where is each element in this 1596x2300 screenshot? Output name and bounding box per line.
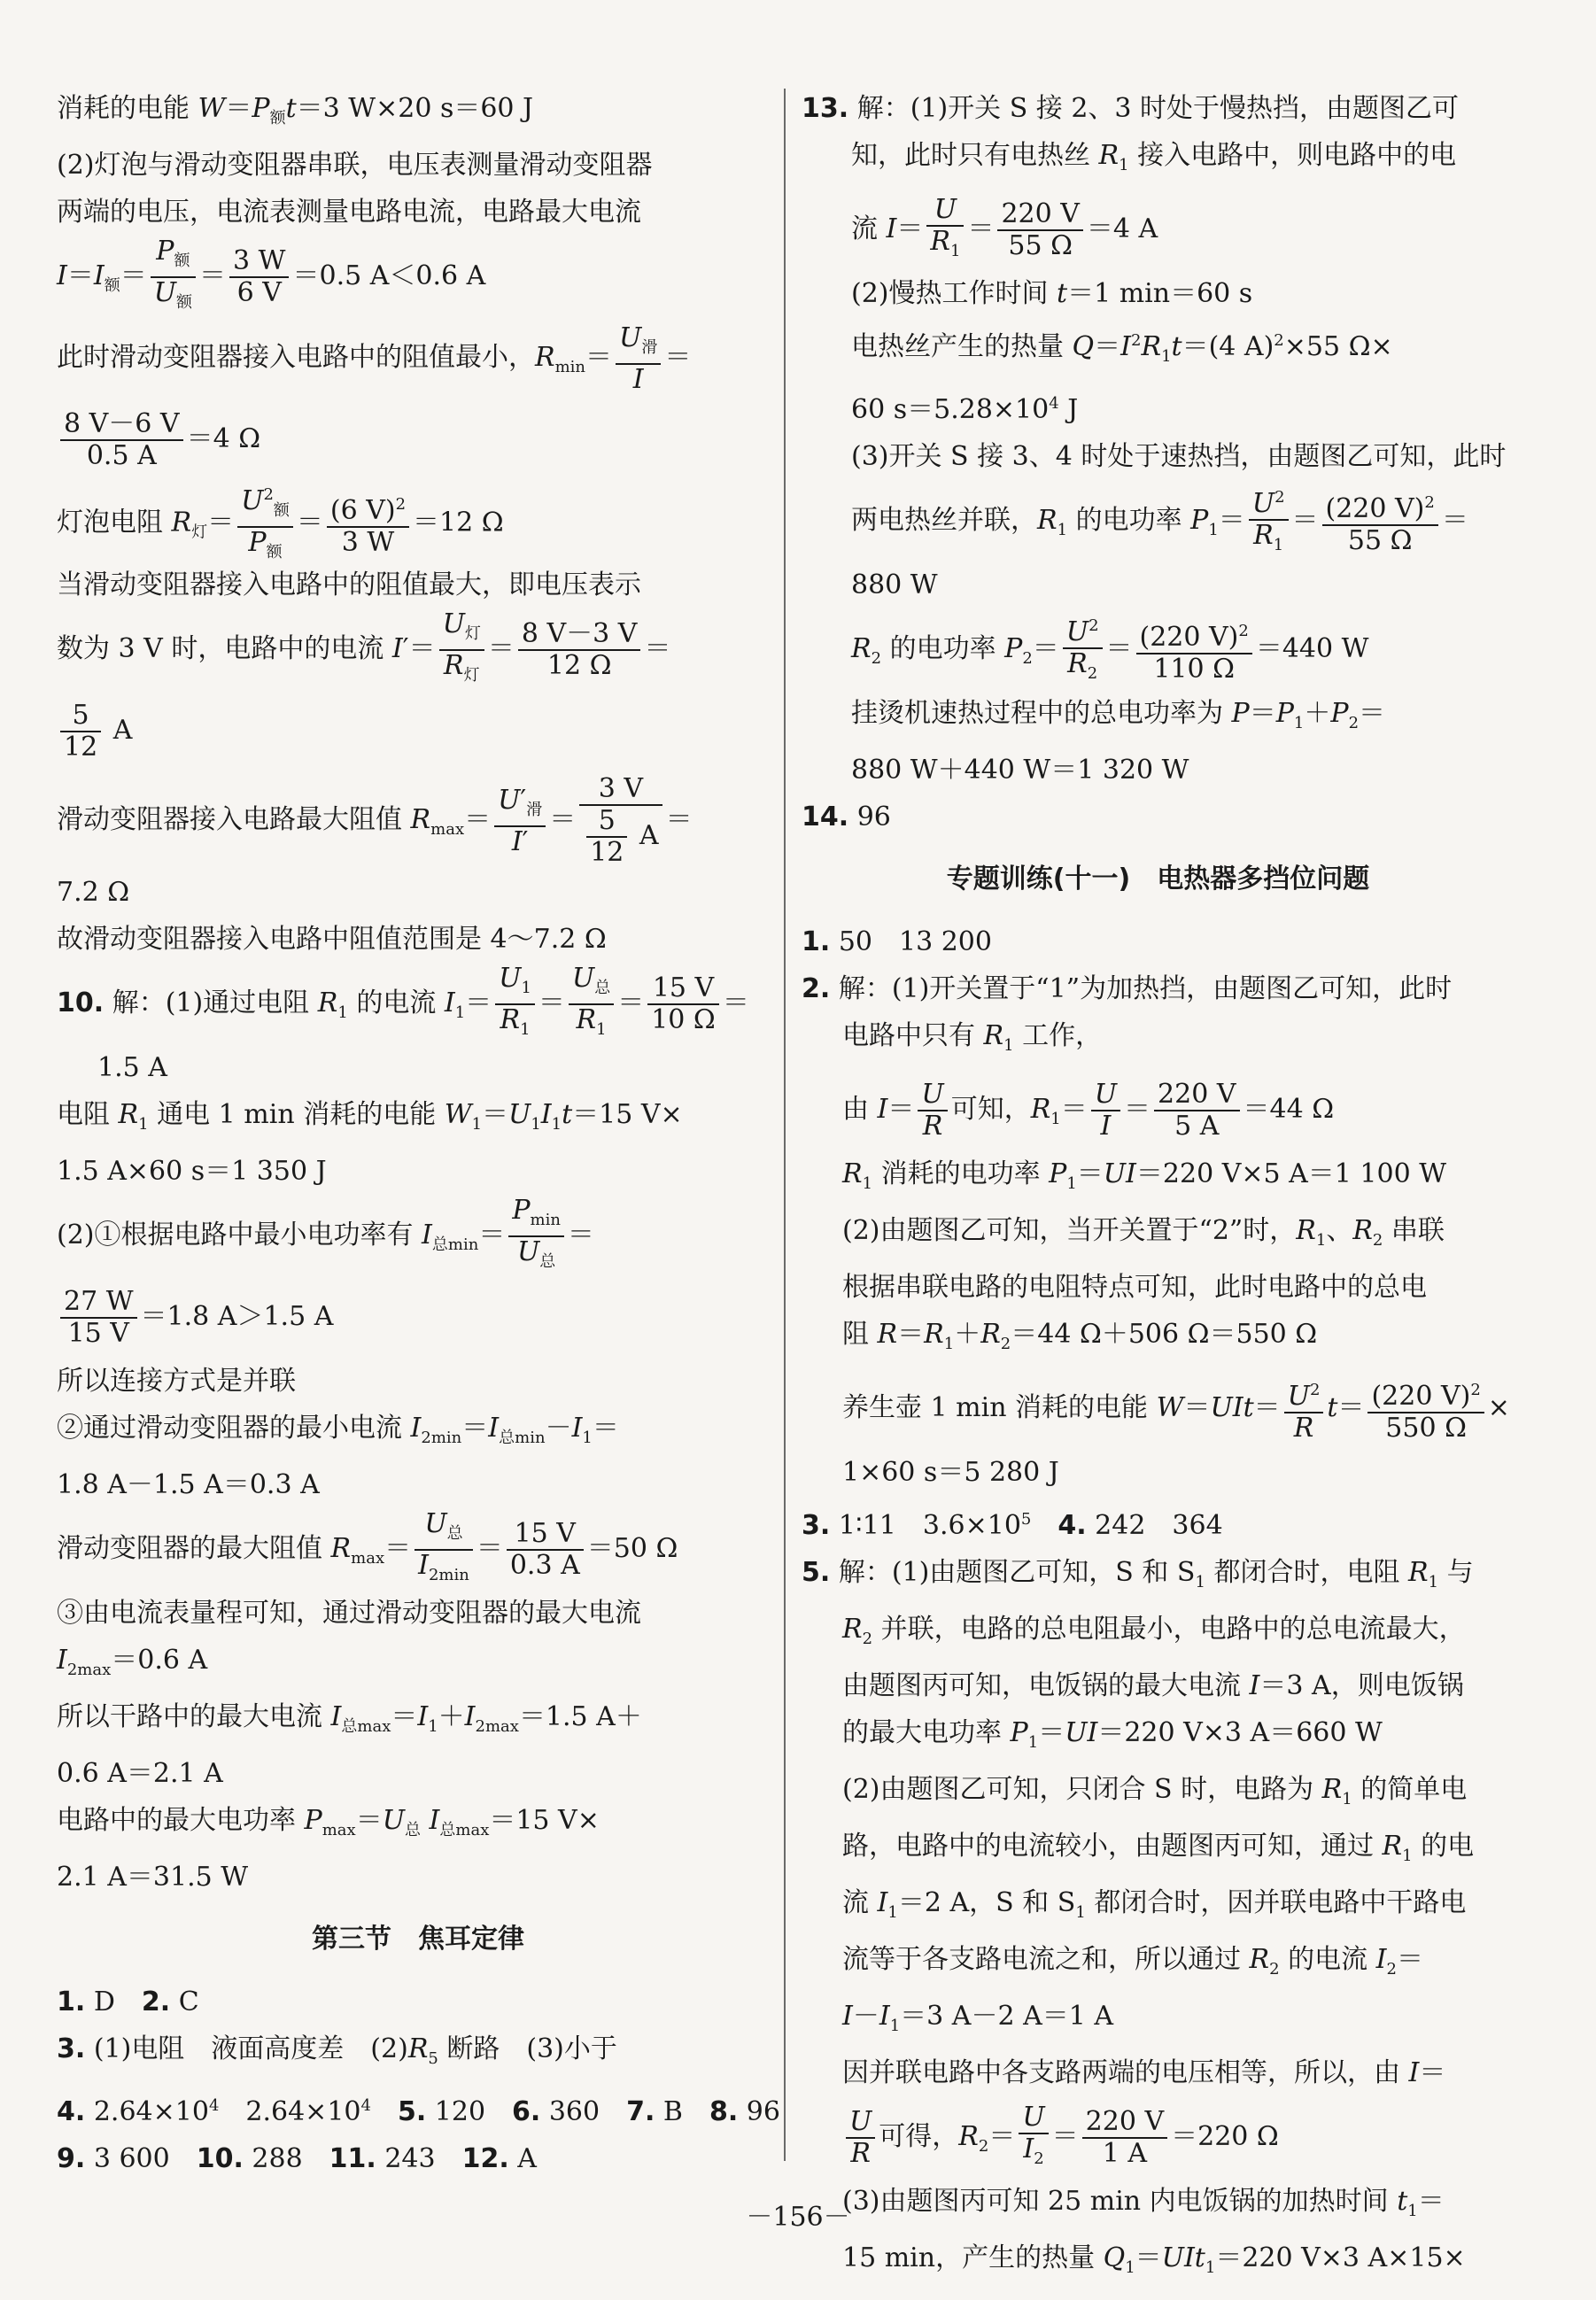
column-divider bbox=[784, 89, 786, 2161]
math-line: 数为 3 V 时，电路中的电流 I′＝ $\frac{U_灯}{R_灯}$ ＝ $\frac{8 V-3 V}{12 \Omega}$ ＝ bbox=[57, 608, 671, 685]
text-line: 因并联电路中各支路两端的电压相等，所以，由 I＝ bbox=[842, 2057, 1446, 2088]
text-line: 7.2 Ω bbox=[57, 877, 130, 908]
math-line: (2)①根据电路中最小电功率有 $I_{总min}=$ $\frac{P_{min}}{U_总}$ ＝ bbox=[57, 1195, 594, 1271]
text-line: 60 $s=5.28\times 10^4$ J bbox=[851, 394, 1079, 425]
text-line: 880 W＋440 W＝1 320 W bbox=[851, 755, 1189, 786]
text-line: $R_1$ 消耗的电功率 $P_1=UI=220$ V×5 A＝1 100 W bbox=[842, 1158, 1447, 1193]
math-line: $I=I_额=$ $\frac{P_额}{U_额}$ ＝ $\frac{3 W}{6 V}$ ＝0.5 A＜0.6 A bbox=[57, 236, 486, 312]
answer-line: 9. 3 600 10. 288 11. 243 12. A bbox=[57, 2143, 537, 2174]
text-line: 阻 $R=R_1+R_2=44$ Ω＋506 Ω＝550 Ω bbox=[842, 1319, 1318, 1353]
math-line: 滑动变阻器的最大阻值 $R_{max}=$ $\frac{U_总}{I_{2min}}$ ＝ $\frac{15 V}{0.3 A}$ ＝50 Ω bbox=[57, 1508, 678, 1584]
math-line: $\frac{27 W}{15 V}$ ＝1.8 A＞1.5 A bbox=[57, 1276, 779, 1358]
text-line: 所以干路中的最大电流 $I_{总max}=I_1+I_{2max}=1.5$ A＋ bbox=[57, 1701, 642, 1736]
right-column bbox=[802, 85, 1515, 2291]
text-line: $I_{2max}=0.6$ A bbox=[57, 1645, 208, 1679]
answer-line: 3. (1)电阻 液面高度差 $(2)R_5$ 断路 (3)小于 bbox=[57, 2033, 617, 2068]
answer-line: 1. D 2. C bbox=[57, 1986, 199, 2017]
math-line: 灯泡电阻 $R_灯=$ $\frac{U^2_额}{P_额}$ ＝ $\frac{(6 V)^2}{3 W}$ ＝12 Ω bbox=[57, 480, 779, 561]
text-line: 挂烫机速热过程中的总电功率为 $P=P_1+P_2=$ bbox=[851, 698, 1386, 732]
answer-line: 4. $2.64\times 10^4$ $2.64\times 10^4$ 5. 120 6. 360 7. B 8. 96 bbox=[57, 2096, 780, 2127]
text-line: ②通过滑动变阻器的最小电流 $I_{2min}=I_{总min}-I_1=$ bbox=[57, 1413, 619, 1447]
text-line: 两端的电压，电流表测量电路电流，电路最大电流 bbox=[57, 197, 641, 228]
text-line: 所以连接方式是并联 bbox=[57, 1366, 296, 1397]
math-line: $\frac{8 V-6 V}{0.5 A}$ ＝4 Ω bbox=[57, 399, 779, 480]
math-line: 滑动变阻器接入电路最大阻值 $R_{max}=$ $\frac{U'_滑}{I'}$ ＝ 3 V $\frac{5}{12}$ A ＝ bbox=[57, 773, 693, 868]
text-line: 2.1 A＝31.5 W bbox=[57, 1862, 249, 1893]
text-line: 消耗的电能 $W=P_额t=3$ W×20 s＝60 J bbox=[57, 93, 534, 128]
text-line: 电路中的最大电功率 $P_{max}=U_总$ $I_{总max}=15$ V× bbox=[57, 1805, 600, 1839]
text-line: (2)由题图乙可知，当开关置于“2”时，$R_1$、$R_2$ 串联 bbox=[842, 1215, 1445, 1250]
text-line: (2)由题图乙可知，只闭合 S 时，电路为 $R_1$ 的简单电 bbox=[842, 1774, 1468, 1808]
text-line: 2. 解：(1)开关置于“1”为加热挡，由题图乙可知，此时 bbox=[802, 973, 1453, 1004]
text-line: (2)灯泡与滑动变阻器串联，电压表测量滑动变阻器 bbox=[57, 150, 653, 181]
math-line: 10. 解：(1)通过电阻 $R_1$ 的电流 $I_1=$ $\frac{U_1}{R_1}$ ＝ $\frac{U_总}{R_1}$ ＝ $\frac{15 V}{10 \Omega}$ ＝ bbox=[57, 963, 749, 1039]
text-line: 路，电路中的电流较小，由题图丙可知，通过 $R_1$ 的电 bbox=[842, 1831, 1475, 1865]
text-line: 流 $I_1=2$ A，S 和 $S_1$ 都闭合时，因并联电路中干路电 bbox=[842, 1887, 1467, 1922]
math-line: $\frac{5}{12}$ A bbox=[57, 690, 779, 771]
section-title: 专题训练(十一) 电热器多挡位问题 bbox=[946, 863, 1370, 894]
math-line: $R_2$ 的电功率 $P_2=$ $\frac{U^2}{R_2}$ ＝ $\frac{(220 V)^2}{110 \Omega}$ ＝440 W bbox=[802, 608, 1515, 690]
text-line: (3)开关 S 接 3、4 时处于速热挡，由题图乙可知，此时 bbox=[851, 441, 1507, 472]
math-line: 由 I＝ $\frac{U}{R}$ 可知，$R_1=$ $\frac{U}{I}$ ＝ $\frac{220 V}{5 A}$ ＝44 Ω bbox=[842, 1079, 1335, 1142]
text-line: 1.8 A－1.5 A＝0.3 A bbox=[57, 1469, 320, 1500]
text-line: 1.5 A bbox=[97, 1052, 167, 1083]
text-line: 电热丝产生的热量 $Q=I^2R_1t=(4$ A)$^2$×55 Ω× bbox=[851, 331, 1393, 366]
text-line: 13. 解：(1)开关 S 接 2、3 时处于慢热挡，由题图乙可 bbox=[802, 93, 1460, 124]
text-line: (3)由题图丙可知 25 min 内电饭锅的加热时间 $t_1=$ bbox=[842, 2186, 1445, 2220]
text-line: 5. 解：(1)由题图乙可知，S 和 $S_1$ 都闭合时，电阻 $R_1$ 与 bbox=[802, 1557, 1474, 1591]
text-line: 电路中只有 $R_1$ 工作， bbox=[842, 1020, 1103, 1055]
text-line: 由题图丙可知，电饭锅的最大电流 I＝3 A，则电饭锅 bbox=[842, 1670, 1464, 1701]
page-number: －156－ bbox=[746, 2202, 850, 2233]
answer-line: 1. 50 13 200 bbox=[802, 926, 992, 957]
math-line: 两电热丝并联，$R_1$ 的电功率 $P_1=$ $\frac{U^2}{R_1}$ ＝ $\frac{(220 V)^2}{55 \Omega}$ ＝ bbox=[802, 480, 1515, 561]
text-line: ③由电流表量程可知，通过滑动变阻器的最大电流 bbox=[57, 1598, 641, 1629]
text-line: (2)慢热工作时间 t＝1 min＝60 s bbox=[851, 278, 1253, 309]
text-line: 14. 96 bbox=[802, 802, 891, 832]
text-line: 故滑动变阻器接入电路中阻值范围是 4～7.2 Ω bbox=[57, 924, 607, 955]
text-line: $R_2$ 并联，电路的总电阻最小，电路中的总电流最大， bbox=[842, 1614, 1466, 1648]
text-line: $I-I_1=3$ A－2 A＝1 A bbox=[842, 2001, 1114, 2035]
text-line: 流等于各支路电流之和，所以通过 $R_2$ 的电流 $I_2=$ bbox=[842, 1944, 1423, 1979]
text-line: 880 W bbox=[851, 569, 938, 600]
text-line: 当滑动变阻器接入电路中的阻值最大，即电压表示 bbox=[57, 569, 641, 600]
math-line: 养生壶 1 min 消耗的电能 W＝UIt＝ $\frac{U^2}{R}$ t＝ $\frac{(220 V)^2}{550 \Omega}$ × bbox=[802, 1367, 1515, 1449]
section-title: 第三节 焦耳定律 bbox=[312, 1924, 524, 1955]
math-line: $\frac{U}{R}$ 可得，$R_2=$ $\frac{U}{I_2}$ ＝ $\frac{220 V}{1 A}$ ＝220 Ω bbox=[802, 2096, 1515, 2178]
text-line: 1.5 A×60 s＝1 350 J bbox=[57, 1156, 327, 1187]
text-line: 15 min，产生的热量 $Q_1=UIt_1=220$ V×3 A×15× bbox=[842, 2242, 1466, 2277]
math-line: 流 I＝ $\frac{U}{R_1}$ ＝ $\frac{220 V}{55 \Omega}$ ＝4 A bbox=[851, 193, 1158, 261]
text-line: 电阻 $R_1$ 通电 1 min 消耗的电能 $W_1=U_1I_1t=15$ V× bbox=[57, 1099, 683, 1134]
text-line: 根据串联电路的电阻特点可知，此时电路中的总电 bbox=[842, 1272, 1427, 1303]
answer-line: 3. 1∶11 $3.6\times 10^5$ 4. 242 364 bbox=[802, 1510, 1223, 1541]
text-line: 0.6 A＝2.1 A bbox=[57, 1758, 223, 1789]
text-line: 的最大电功率 $P_1=UI=220$ V×3 A＝660 W bbox=[842, 1717, 1383, 1752]
text-line: 1×60 s＝5 280 J bbox=[842, 1457, 1059, 1488]
math-line: 此时滑动变阻器接入电路中的阻值最小，$R_{min}=$ $\frac{U_滑}{I}$ ＝ bbox=[57, 321, 692, 395]
left-column bbox=[57, 85, 779, 2182]
text-line: 知，此时只有电热丝 $R_1$ 接入电路中，则电路中的电 bbox=[851, 140, 1457, 174]
